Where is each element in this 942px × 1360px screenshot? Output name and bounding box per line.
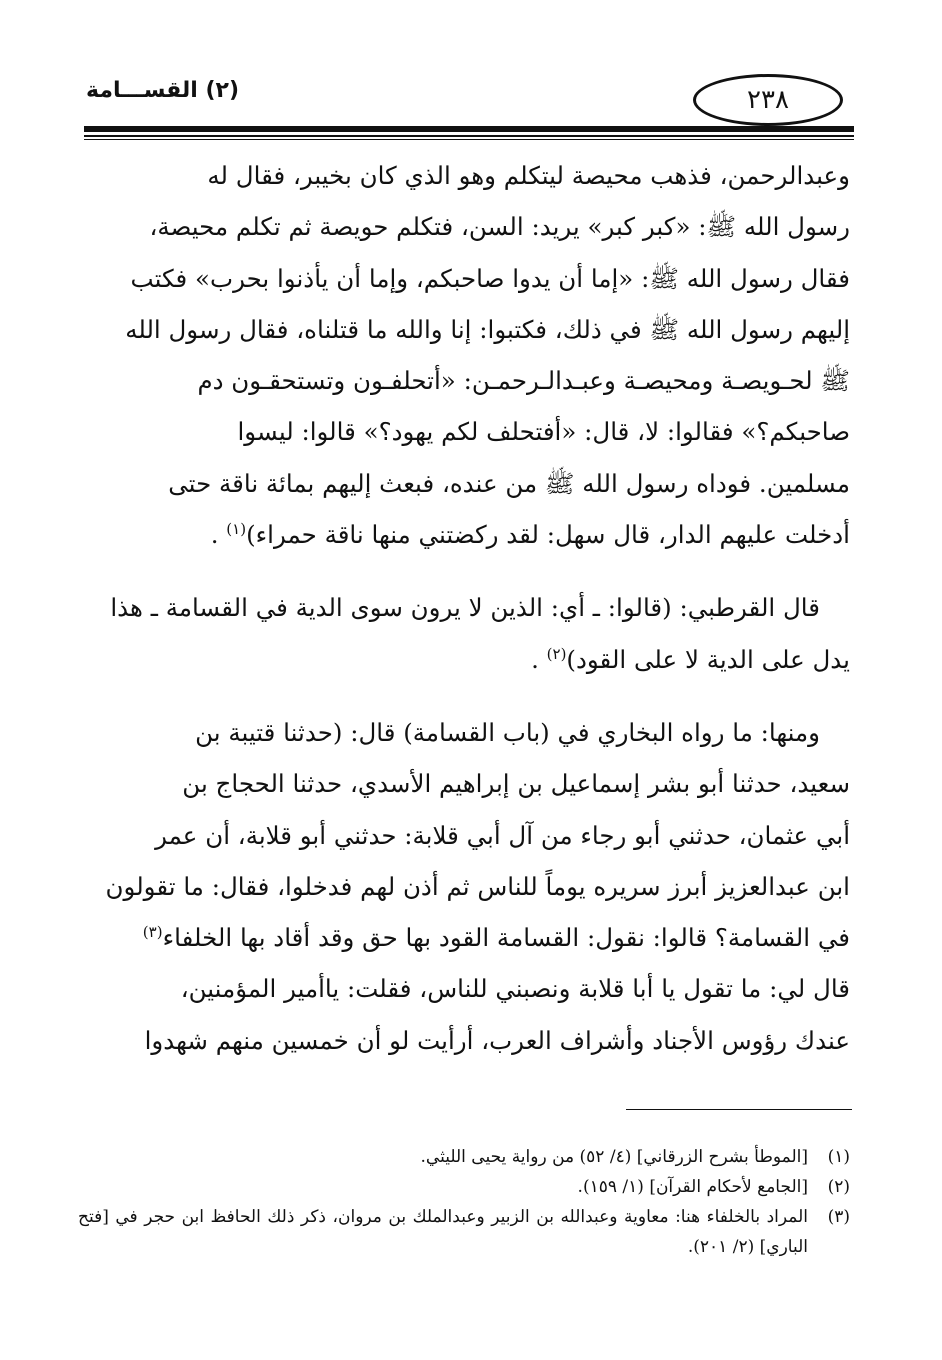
text-line: ومنها: ما رواه البخاري في (باب القسامة) قال: (حدثنا قتيبة بن [195,717,820,747]
footnote-text: [الموطأ بشرح الزرقاني] (٤/ ٥٢) من رواية يحيى الليثي. [420,1147,808,1167]
footnote-mark: (٣) [827,1207,850,1227]
text-line: ابن عبدالعزيز أبرز سريره يوماً للناس ثم أذن لهم فدخلوا، فقال: ما تقولون [105,871,850,901]
footnotes [78,1142,850,1262]
header-rule-thin [84,135,854,137]
footnote-text: المراد بالخلفاء هنا: معاوية وعبدالله بن الزبير وعبدالملك بن مروان، ذكر ذلك الحافظ ابن حجر في [فتح الباري] (٢/ ٢٠١). [78,1207,808,1257]
footnote-text: [الجامع لأحكام القرآن] (١/ ١٥٩). [577,1177,808,1197]
footnote-reference[interactable]: (٢) [546,644,567,663]
text-line: سعيد، حدثنا أبو بشر إسماعيل بن إبراهيم الأسدي، حدثنا الحجاج بن [182,769,850,799]
text-line: إليهم رسول الله ﷺ في ذلك، فكتبوا: إنا والله ما قتلناه، فقال رسول الله [125,314,850,344]
text-line: أدخلت عليهم الدار، قال سهل: لقد ركضتني منها ناقة حمراء) [246,520,850,550]
text-line: قال لي: ما تقول يا أبا قلابة ونصبني للناس، فقلت: ياأمير المؤمنين، [180,974,850,1004]
text-line: في القسامة؟ قالوا: نقول: القسامة القود بها حق وقد أقاد بها الخلفاء [162,923,850,953]
running-title: (٢) القســـامة [86,78,240,103]
footnote-reference[interactable]: (٣) [142,923,163,941]
footnote-mark: (١) [827,1147,850,1167]
text-line: أبي عثمان، حدثني أبو رجاء من آل أبي قلابة: حدثني أبو قلابة، أن عمر [155,820,850,850]
text-line: يدل على الدية لا على القود) [566,644,850,674]
text-line: عندك رؤوس الأجناد وأشراف العرب، أرأيت لو أن خمسين منهم شهدوا [144,1025,850,1055]
text-line: رسول الله ﷺ: «كبر كبر» يريد: السن، فتكلم حويصة ثم تكلم محيصة، [149,212,850,242]
header-rule-hairline [84,139,854,140]
text-line-last [78,634,850,685]
text-line-with-note [78,912,850,963]
sentence-end: . [531,644,547,674]
footnote [78,1202,850,1262]
footnote-separator [626,1109,852,1110]
text-line: وعبدالرحمن، فذهب محيصة ليتكلم وهو الذي كان بخيبر، فقال له [207,161,850,190]
text-line: مسلمين. فوداه رسول الله ﷺ من عنده، فبعث إليهم بمائة ناقة حتى [168,468,850,498]
text-line: قال القرطبي: (قالوا: ـ أي: الذين لا يرون سوى الدية في القسامة ـ هذا [110,593,820,623]
page-number-oval [693,74,843,126]
text-line: ﷺ لحـويصـة ومحيصـة وعبـدالـرحمـن: «أتحلفـون وتستحقـون دم [197,366,850,396]
sentence-end: . [210,520,227,550]
footnote [78,1172,850,1202]
text-line: صاحبكم؟» فقالوا: لا، قال: «أفتحلف لكم يهود؟» قالوا: ليسوا [237,417,850,447]
footnote-mark: (٢) [827,1177,850,1197]
main-text [78,150,850,1066]
header-rule-thick [84,126,854,132]
text-line-last [78,509,850,560]
page-number: ٢٣٨ [747,85,789,115]
footnote-reference[interactable]: (١) [226,519,247,538]
text-line: فقال رسول الله ﷺ: «إما أن يدوا صاحبكم، وإما أن يأذنوا بحرب» فكتب [130,263,850,293]
footnote [78,1142,850,1172]
